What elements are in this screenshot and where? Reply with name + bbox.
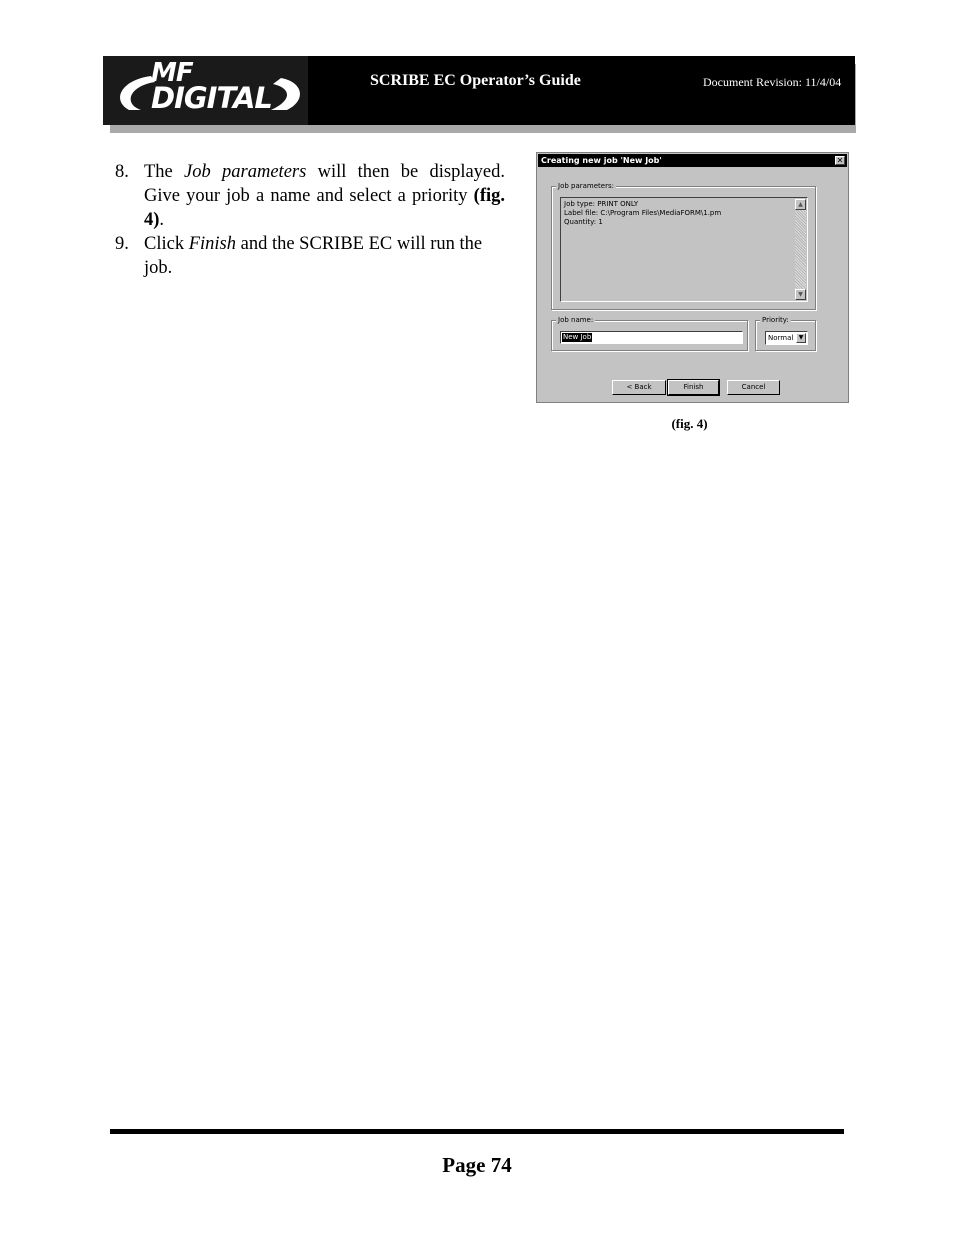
scroll-down-icon[interactable]: ▼: [795, 289, 806, 300]
param-job-type: Job type: PRINT ONLY: [564, 200, 639, 208]
priority-value: Normal: [768, 334, 794, 342]
scroll-up-icon[interactable]: ▲: [795, 199, 806, 210]
step-number: 9.: [115, 234, 129, 254]
logo-text-mf: MF: [151, 58, 193, 88]
step-text: .: [159, 210, 165, 230]
footer-rule: [110, 1129, 844, 1134]
new-job-dialog: [536, 152, 849, 403]
dialog-title: [538, 154, 847, 167]
step-9: [115, 232, 505, 280]
close-icon[interactable]: ✕: [836, 156, 844, 165]
step-emphasis: Job parameters: [184, 162, 307, 182]
priority-label: Priority:: [762, 316, 789, 324]
job-name-value: New Job: [563, 333, 592, 341]
param-quantity: Quantity: 1: [564, 218, 603, 226]
header-bar: [103, 56, 855, 125]
cancel-button[interactable]: Cancel: [727, 380, 780, 395]
finish-button[interactable]: Finish: [668, 380, 719, 395]
job-name-label: Job name:: [558, 316, 594, 324]
job-parameters-label: Job parameters:: [558, 182, 614, 190]
step-text: will then be displayed. Give your job a name and select a priority: [144, 162, 506, 206]
dialog-title-text: Creating new job 'New Job': [541, 156, 662, 165]
guide-title: SCRIBE EC Operator’s Guide: [370, 72, 581, 89]
priority-select[interactable]: [765, 331, 808, 345]
mf-digital-logo: [103, 56, 308, 125]
param-label-file: Label file: C:\Program Files\MediaFORM\1.pm: [564, 209, 722, 217]
figure-reference: (fig. 4): [144, 186, 505, 230]
instruction-steps: [115, 160, 505, 280]
params-scrollbar[interactable]: [795, 199, 806, 300]
step-text: The: [144, 162, 185, 182]
document-revision: Document Revision: 11/4/04: [703, 75, 842, 89]
job-parameters-list: [560, 197, 808, 302]
page-number: Page 74: [442, 1153, 512, 1177]
job-name-group: [551, 316, 748, 351]
logo-text-digital: DIGITAL: [151, 81, 272, 115]
job-name-input[interactable]: [560, 331, 743, 344]
chevron-down-icon[interactable]: ▼: [796, 333, 806, 343]
step-emphasis: Finish: [188, 234, 236, 254]
job-parameters-text: [564, 200, 721, 227]
priority-group: [755, 316, 816, 351]
step-8: [115, 160, 505, 232]
job-parameters-group: [551, 182, 816, 310]
step-text: Click: [144, 234, 189, 254]
figure-caption: (fig. 4): [671, 416, 708, 431]
step-text: and the SCRIBE EC will run the job.: [144, 234, 483, 278]
back-button[interactable]: < Back: [612, 380, 666, 395]
step-number: 8.: [115, 162, 129, 182]
